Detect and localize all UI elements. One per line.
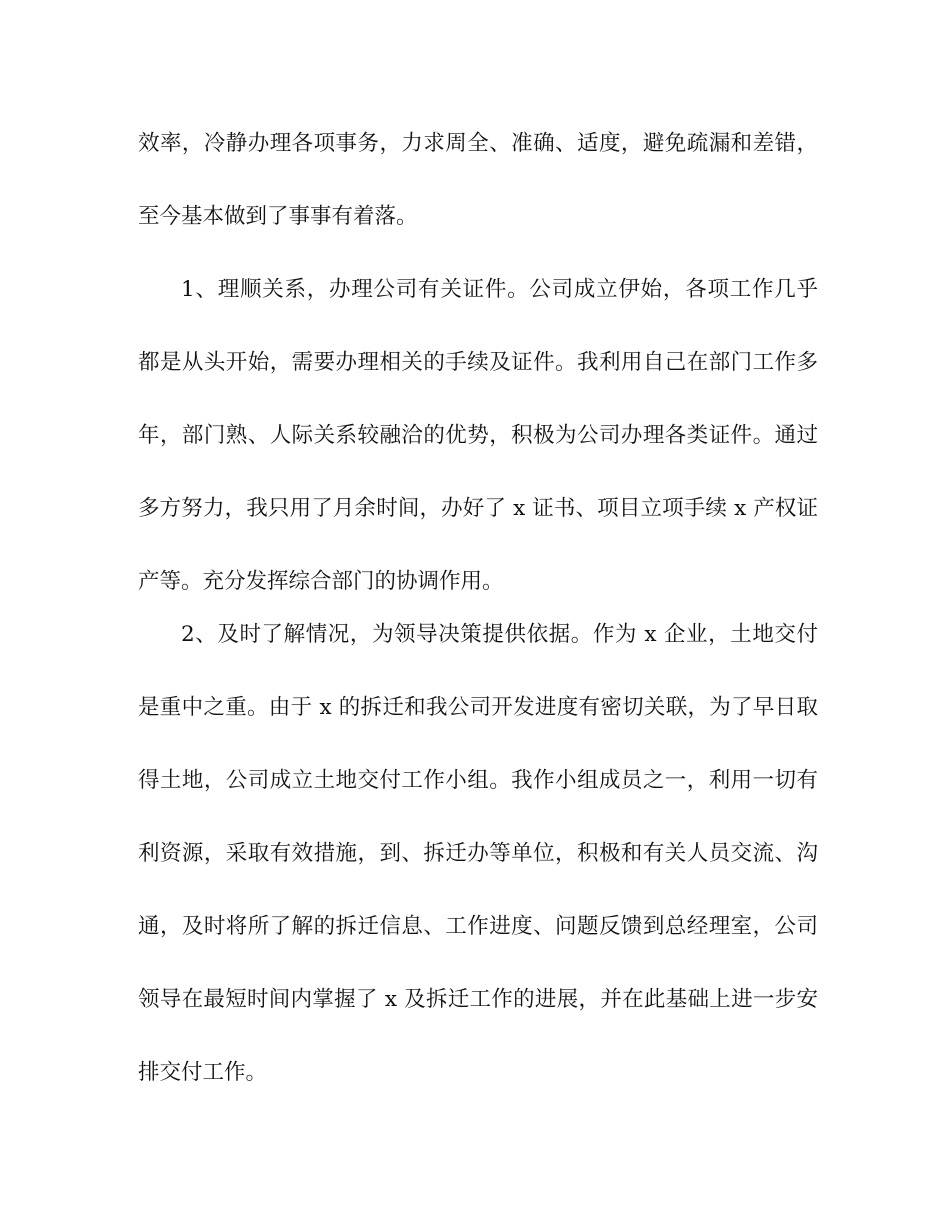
text-line: 多方努力，我只用了月余时间，办好了 x 证书、项目立项手续 x 产权证	[138, 496, 818, 521]
paragraph-first-line: 2、及时了解情况，为领导决策提供依据。作为 x 企业，土地交付	[181, 622, 818, 647]
text-line: 都是从头开始，需要办理相关的手续及证件。我利用自己在部门工作多	[138, 350, 818, 375]
text-line: 年，部门熟、人际关系较融洽的优势，积极为公司办理各类证件。通过	[138, 423, 818, 448]
text-line: 通，及时将所了解的拆迁信息、工作进度、问题反馈到总经理室，公司	[138, 914, 818, 939]
text-line: 是重中之重。由于 x 的拆迁和我公司开发进度有密切关联，为了早日取	[138, 695, 818, 720]
text-line: 产等。充分发挥综合部门的协调作用。	[138, 569, 504, 594]
text-line: 效率，冷静办理各项事务，力求周全、准确、适度，避免疏漏和差错，	[138, 131, 818, 156]
text-line: 排交付工作。	[138, 1060, 268, 1085]
text-line: 至今基本做到了事事有着落。	[138, 204, 418, 229]
paragraph-first-line: 1、理顺关系，办理公司有关证件。公司成立伊始，各项工作几乎	[181, 277, 818, 302]
text-line: 领导在最短时间内掌握了 x 及拆迁工作的进展，并在此基础上进一步安	[138, 987, 818, 1012]
text-line: 利资源，采取有效措施，到、拆迁办等单位，积极和有关人员交流、沟	[138, 841, 818, 866]
text-line: 得土地，公司成立土地交付工作小组。我作小组成员之一，利用一切有	[138, 768, 818, 793]
